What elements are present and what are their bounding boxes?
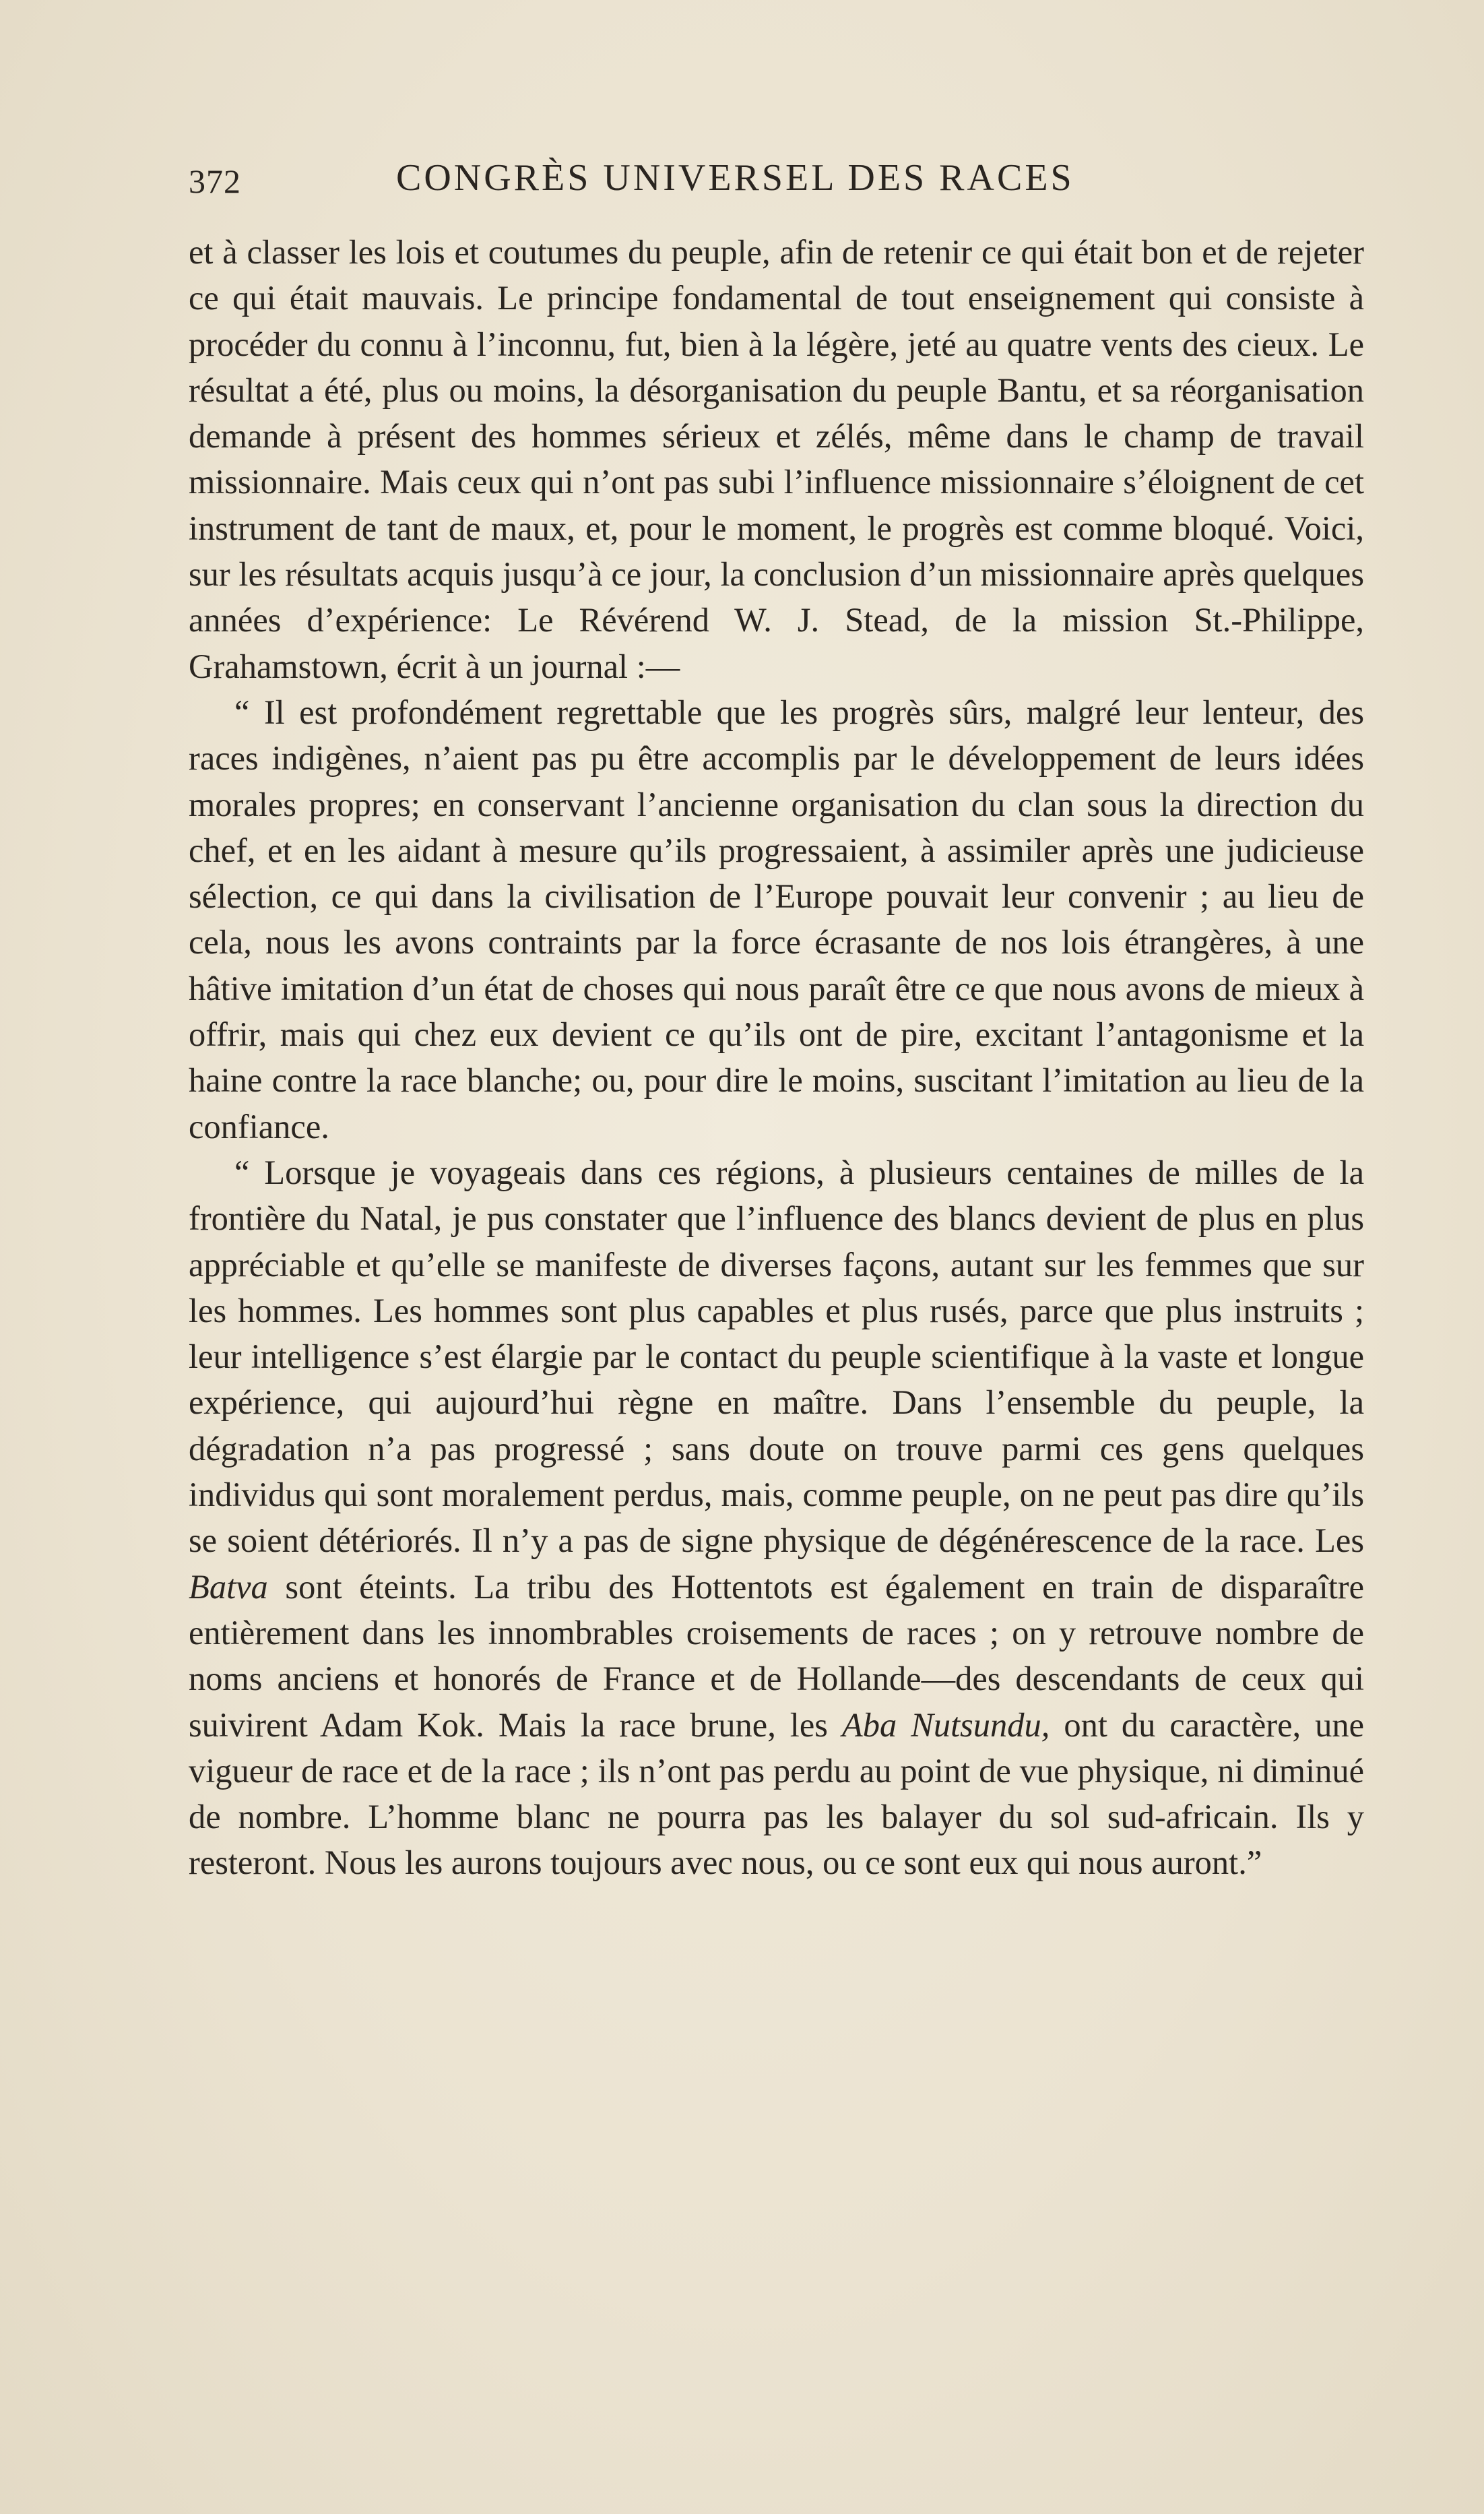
paragraph-2-text: “ Il est profondément regrettable que les progrès sûrs, malgré leur lenteur, des races indigènes, n’aient pas pu être accomplis par le développement de leurs idées morales propres; en conservant l’ancienne organisation du clan sous la direction du chef, et en les aidant à mesure qu’ils progressaient, à assimiler après une judicieuse sélection, ce qui dans la civilisation de l’Europe pouvait leur convenir ; au lieu de cela, nous les avons contraints par la force écrasante de nos lois étrangères, à une hâtive imitation d’un état de choses qui nous paraît être ce que nous avons de mieux à offrir, mais qui chez eux devient ce qu’ils ont de pire, excitant l’antagonisme et la haine contre la race blanche; ou, pour dire le moins, suscitant l’imitation au lieu de la confiance. xyxy=(189,693,1364,1145)
running-head-title: CONGRÈS UNIVERSEL DES RACES xyxy=(396,157,1074,199)
page-header xyxy=(189,156,1361,210)
paragraph-1 xyxy=(189,229,1364,689)
page-number: 372 xyxy=(189,162,241,200)
paragraph-3-text-middle: sont éteints. La tribu des Hottentots est également en train de disparaître entièrement dans les innombrables croisements de races ; on y retrouve nombre de noms anciens et honorés de France et de Hollande—des descendants de ceux qui suivirent Adam Kok. Mais la race brune, les xyxy=(189,1567,1364,1744)
paragraph-2-quote xyxy=(189,689,1364,1150)
italic-term-batva: Batva xyxy=(189,1567,268,1606)
paragraph-3-text-start: “ Lorsque je voyageais dans ces régions, à plusieurs centaines de milles de la frontière du Natal, je pus constater que l’influence des blancs devient de plus en plus appréciable et qu’elle se manifeste de diverses façons, autant sur les femmes que sur les hommes. Les hommes sont plus capables et plus rusés, parce que plus instruits ; leur intelligence s’est élargie par le contact du peuple scientifique à la vaste et longue expérience, qui aujourd’hui règne en maître. Dans l’ensemble du peuple, la dégradation n’a pas progressé ; sans doute on trouve parmi ces gens quelques individus qui sont moralement perdus, mais, comme peuple, on ne peut pas dire qu’ils se soient détériorés. Il n’y a pas de signe physique de dégénérescence de la race. Les xyxy=(189,1153,1364,1560)
body-text xyxy=(189,229,1364,1886)
paragraph-3-text-end: ont du caractère, une vigueur de race et de la race ; ils n’ont pas perdu au point de vue physique, ni diminué de nombre. L’homme blanc ne pourra pas les balayer du sol sud-africain. Ils y resteront. Nous les aurons toujours avec nous, ou ce sont eux qui nous auront.” xyxy=(189,1705,1364,1882)
italic-term-aba-nutsundu: Aba Nutsundu, xyxy=(841,1705,1050,1744)
paragraph-3-quote xyxy=(189,1150,1364,1886)
paragraph-1-text: et à classer les lois et coutumes du peuple, afin de retenir ce qui était bon et de rejeter ce qui était mauvais. Le principe fondamental de tout enseignement qui consiste à procéder du connu à l’inconnu, fut, bien à la légère, jeté au quatre vents des cieux. Le résultat a été, plus ou moins, la désorganisation du peuple Bantu, et sa réorganisation demande à présent des hommes sérieux et zélés, même dans le champ de travail missionnaire. Mais ceux qui n’ont pas subi l’influence missionnaire s’éloignent de cet instrument de tant de maux, et, pour le moment, le progrès est comme bloqué. Voici, sur les résultats acquis jusqu’à ce jour, la conclusion d’un missionnaire après quelques années d’expérience: Le Révérend W. J. Stead, de la mission St.-Philippe, Grahamstown, écrit à un journal :— xyxy=(189,233,1364,685)
